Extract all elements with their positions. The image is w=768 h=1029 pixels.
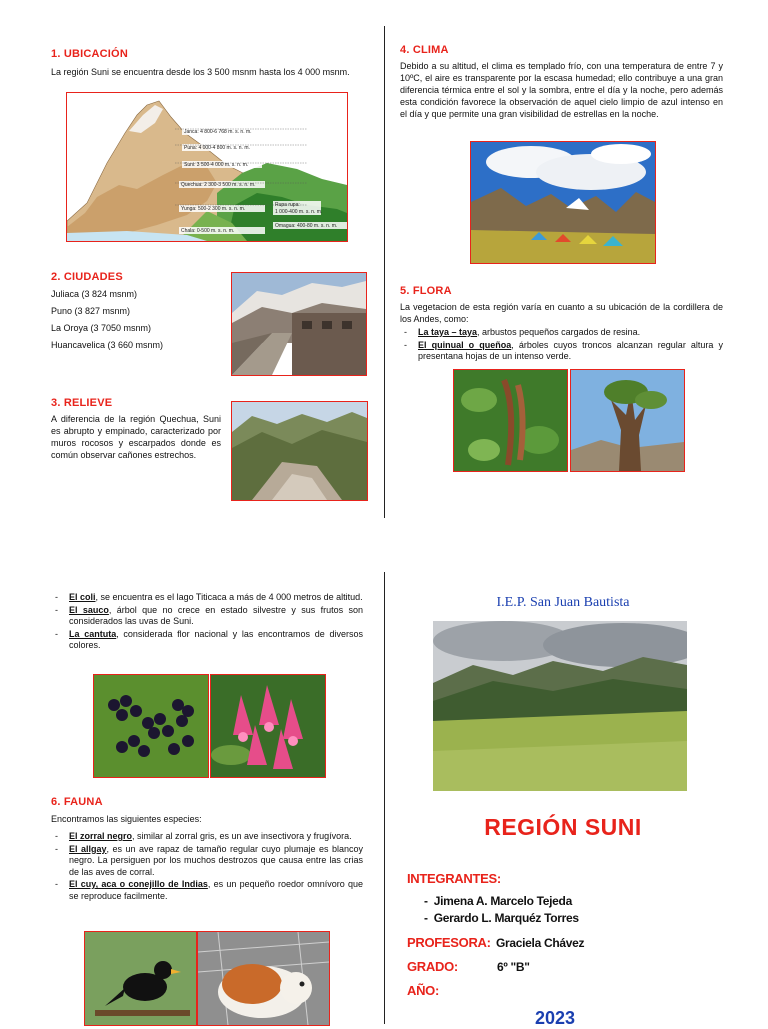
flora-item	[400, 340, 723, 363]
sauco-photo	[93, 674, 209, 778]
fauna-heading: 6. FAUNA	[51, 796, 103, 808]
flora-item	[51, 592, 363, 604]
fauna-list	[51, 831, 363, 903]
page-title: REGIÓN SUNI	[484, 814, 642, 840]
flora-item-desc: , arbustos pequeños cargados de resina.	[477, 327, 641, 337]
year-value: 2023	[535, 1008, 576, 1028]
year-label: AÑO:	[407, 983, 440, 998]
members-label: INTEGRANTES:	[407, 871, 501, 886]
zorral-photo	[84, 931, 197, 1026]
flora-item	[400, 327, 723, 339]
member-name: - Gerardo L. Marquéz Torres	[424, 911, 579, 925]
ciudad-item: Juliaca (3 824 msnm)	[51, 289, 138, 299]
quenoa-photo	[570, 369, 685, 472]
ciudad-item: La Oroya (3 7050 msnm)	[51, 323, 152, 333]
school-name: I.E.P. San Juan Bautista	[496, 595, 630, 610]
fauna-item-desc: , es un ave rapaz de tamaño regular cuyo plumaje es blancoy negro. La persiguen por los muchos destrozos que causa entre las crias de las aves de corral.	[69, 843, 363, 877]
ciudades-heading: 2. CIUDADES	[51, 271, 123, 283]
relieve-heading: 3. RELIEVE	[51, 397, 113, 409]
column-divider-top	[384, 26, 385, 518]
flora-item-desc: , considerada flor nacional y las encontramos de diversos colores.	[69, 628, 363, 650]
column-divider-bottom	[384, 572, 385, 1024]
flora-item-desc: , árboles cuyos troncos alcanzan regular altura y presentanа hojas de un intenso verde.	[418, 339, 724, 361]
fauna-item-name: El allgay	[69, 843, 107, 854]
ubicacion-heading: 1. UBICACIÓN	[51, 48, 128, 60]
ciudad-item: Puno (3 827 msnm)	[51, 306, 131, 316]
fauna-item-name: El cuy, aca o conejillo de Indias	[69, 879, 208, 889]
grade-label: GRADO:	[407, 959, 458, 974]
flora-item-name: El sauco	[69, 604, 109, 615]
diagram-label-quechua: Quechua: 2 300-3 500 m. s. n. m.	[181, 182, 256, 188]
diagram-label-chala: Chala: 0-500 m. s. n. m.	[181, 228, 235, 234]
clima-photo	[470, 141, 656, 264]
member-name-text: Jimena A. Marcelo Tejeda	[433, 894, 572, 908]
member-name-text: Gerardo L. Marquéz Torres	[433, 911, 579, 925]
flora-list-top	[400, 327, 723, 364]
diagram-label-janca: Janca: 4 800-6 768 m. s. n. m.	[184, 129, 252, 135]
flora-item-desc: , árbol que no crece en estado silvestre y sus frutos son considerados las uvas de Suni.	[69, 604, 364, 626]
fauna-item	[51, 844, 363, 879]
flora-list-continued	[51, 592, 363, 653]
diagram-label-rupa-rupa: Rupa rupa:	[275, 202, 300, 208]
flora-item-name: El quinual o queñoa	[418, 339, 512, 350]
flora-item-name: La cantuta	[69, 628, 117, 639]
relieve-photo	[231, 401, 368, 501]
cuy-photo	[197, 931, 330, 1026]
member-name: - Jimena A. Marcelo Tejeda	[424, 894, 572, 908]
clima-heading: 4. CLIMA	[400, 44, 449, 56]
relieve-text: A diferencia de la región Quechua, Suni es abrupto y empinado, caracterizado por muros rocosos y escarpados donde es común observar cañones estrechos.	[51, 414, 221, 460]
fauna-item-desc: , es un pequeño roedor omnívoro que se reproduce facilmente.	[69, 879, 363, 901]
flora-item-name: La taya – taya	[418, 327, 478, 337]
flora-heading: 5. FLORA	[400, 285, 452, 297]
flora-item-desc: , se encuentra es el lago Titicaca a más de 4 000 metros de altitud.	[95, 592, 363, 602]
diagram-label-yunga: Yunga: 500-2 300 m. s. n. m.	[181, 206, 246, 212]
grade-value: 6º "B"	[497, 960, 530, 974]
cantuta-photo	[210, 674, 326, 778]
diagram-label-omagua: Omagua: 400-80 m. s. n. m.	[275, 223, 338, 229]
clima-text: Debido a su altitud, el clima es templado frío, con una temperatura de entre 7 y 10ºC, el aire es transparente por la escasa humedad; ello contribuye a una gran diferencia térmica entre el sol y la sombra, entre el día y la noche, pero además esta condición favorece la observación de aquel cielo limpio de azul intenso en el día y que permite una gran visibilidad de estrellas en la noche.	[400, 61, 723, 119]
flora-intro: La vegetacion de esta región varía en cuanto a su ubicación de la cordillera de los Andes, como:	[400, 302, 723, 324]
diagram-label-rupa-rupa-range: 1 000-400 m. s. n. m.	[275, 209, 323, 215]
fauna-item	[51, 831, 363, 843]
teacher-name: Graciela Chávez	[496, 936, 585, 950]
ciudades-list	[51, 286, 221, 354]
diagram-label-suni: Suni: 3 500-4 000 m. s. n. m.	[184, 162, 249, 168]
flora-item	[51, 629, 363, 652]
fauna-intro: Encontramos las siguientes especies:	[51, 814, 202, 824]
teacher-label: PROFESORA:	[407, 935, 491, 950]
flora-item-name: El coli	[69, 592, 96, 602]
fauna-item-name: El zorral negro	[69, 831, 133, 841]
taya-photo	[453, 369, 568, 472]
diagram-label-puna: Puna: 4 000-4 800 m. s. n. m.	[184, 145, 250, 151]
altitude-regions-diagram	[66, 92, 348, 242]
ciudad-photo	[231, 272, 367, 376]
ubicacion-text: La región Suni se encuentra desde los 3 500 msnm hasta los 4 000 msnm.	[51, 67, 350, 77]
ciudad-item: Huancavelica (3 660 msnm)	[51, 340, 164, 350]
flora-item	[51, 605, 363, 628]
cover-landscape-photo	[433, 621, 687, 791]
fauna-item-desc: , similar al zorral gris, es un ave insectivora y frugívora.	[132, 831, 352, 841]
fauna-item	[51, 879, 363, 902]
